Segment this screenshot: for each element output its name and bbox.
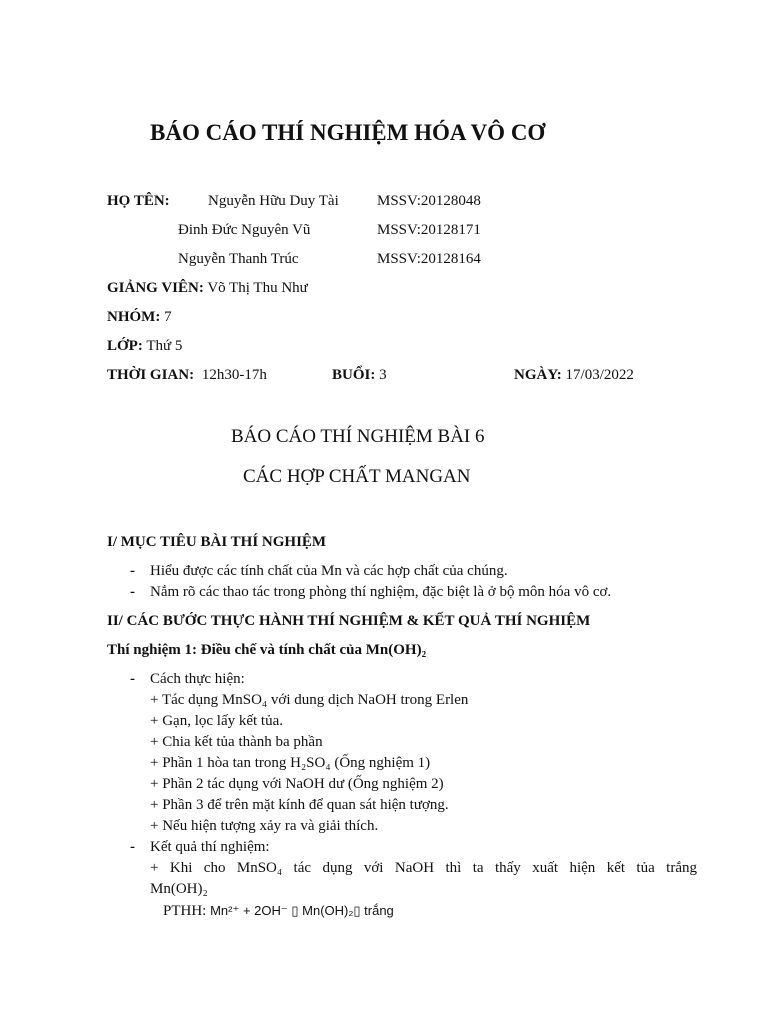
pthh-equation: Mn²⁺ + 2OH⁻ ▯ Mn(OH)₂▯ trắng [210, 903, 394, 918]
objective-item-1: Hiểu được các tính chất của Mn và các hợp chất của chúng. [150, 563, 508, 579]
objective-item-2: Nắm rõ các thao tác trong phòng thí nghiệm, đặc biệt là ở bộ môn hóa vô cơ. [150, 584, 612, 600]
lop-value: Thứ 5 [146, 338, 183, 354]
result-line-2: Mn(OH)₂ [150, 881, 208, 897]
document-title: BÁO CÁO THÍ NGHIỆM HÓA VÔ CƠ [150, 120, 546, 145]
giang-vien-label: GIẢNG VIÊN: [107, 280, 204, 296]
pthh-row [163, 903, 394, 920]
member-name-2: Đinh Đức Nguyên Vũ [178, 222, 311, 238]
method-step-4: + Phần 1 hòa tan trong H₂SO₄ (Ống nghiệm 1) [150, 755, 431, 771]
method-label: Cách thực hiện: [150, 671, 245, 687]
nhom-label: NHÓM: [107, 309, 161, 325]
section-1-heading: I/ MỤC TIÊU BÀI THÍ NGHIỆM [107, 534, 327, 550]
result-line-1: + Khi cho MnSO₄ tác dụng với NaOH thì ta thấy xuất hiện kết tủa trắng [150, 860, 697, 876]
method-step-6: + Phần 3 để trên mặt kính để quan sát hiện tượng. [150, 797, 449, 813]
experiment-1-heading: Thí nghiệm 1: Điều chế và tính chất của Mn(OH)₂ [107, 642, 427, 658]
giang-vien-value: Võ Thị Thu Như [207, 280, 308, 296]
member-name-3: Nguyễn Thanh Trúc [178, 251, 299, 267]
nhom-row [107, 309, 172, 326]
ngay-row [514, 367, 634, 384]
bullet-dash: - [130, 563, 135, 579]
buoi-row [332, 367, 387, 384]
method-step-1: + Tác dụng MnSO₄ với dung dịch NaOH trong Erlen [150, 692, 469, 708]
report-subtitle: CÁC HỢP CHẤT MANGAN [243, 466, 471, 487]
lop-row [107, 338, 182, 355]
pthh-label: PTHH: [163, 903, 207, 919]
method-step-2: + Gạn, lọc lấy kết tủa. [150, 713, 284, 729]
bullet-dash: - [130, 584, 135, 600]
giang-vien-row [107, 280, 308, 297]
bullet-dash: - [130, 839, 135, 855]
method-step-5: + Phần 2 tác dụng với NaOH dư (Ống nghiệm 2) [150, 776, 444, 792]
member-mssv-2: MSSV:20128171 [377, 222, 481, 238]
ngay-value: 17/03/2022 [565, 367, 634, 383]
report-title: BÁO CÁO THÍ NGHIỆM BÀI 6 [231, 426, 485, 447]
bullet-dash: - [130, 671, 135, 687]
member-mssv-1: MSSV:20128048 [377, 193, 481, 209]
ngay-label: NGÀY: [514, 367, 562, 383]
thoi-gian-label: THỜI GIAN: [107, 367, 195, 383]
thoi-gian-value: 12h30-17h [201, 367, 267, 383]
lop-label: LỚP: [107, 338, 143, 354]
member-name-1: Nguyễn Hữu Duy Tài [208, 193, 339, 209]
section-2-heading: II/ CÁC BƯỚC THỰC HÀNH THÍ NGHIỆM & KẾT QUẢ THÍ NGHIỆM [107, 613, 591, 629]
result-label: Kết quả thí nghiệm: [150, 839, 270, 855]
method-step-3: + Chia kết tủa thành ba phần [150, 734, 323, 750]
ho-ten-label: HỌ TÊN: [107, 193, 170, 209]
method-step-7: + Nếu hiện tượng xảy ra và giải thích. [150, 818, 379, 834]
thoi-gian-row [107, 367, 267, 384]
member-mssv-3: MSSV:20128164 [377, 251, 481, 267]
nhom-value: 7 [164, 309, 172, 325]
buoi-value: 3 [379, 367, 387, 383]
buoi-label: BUỔI: [332, 367, 376, 383]
